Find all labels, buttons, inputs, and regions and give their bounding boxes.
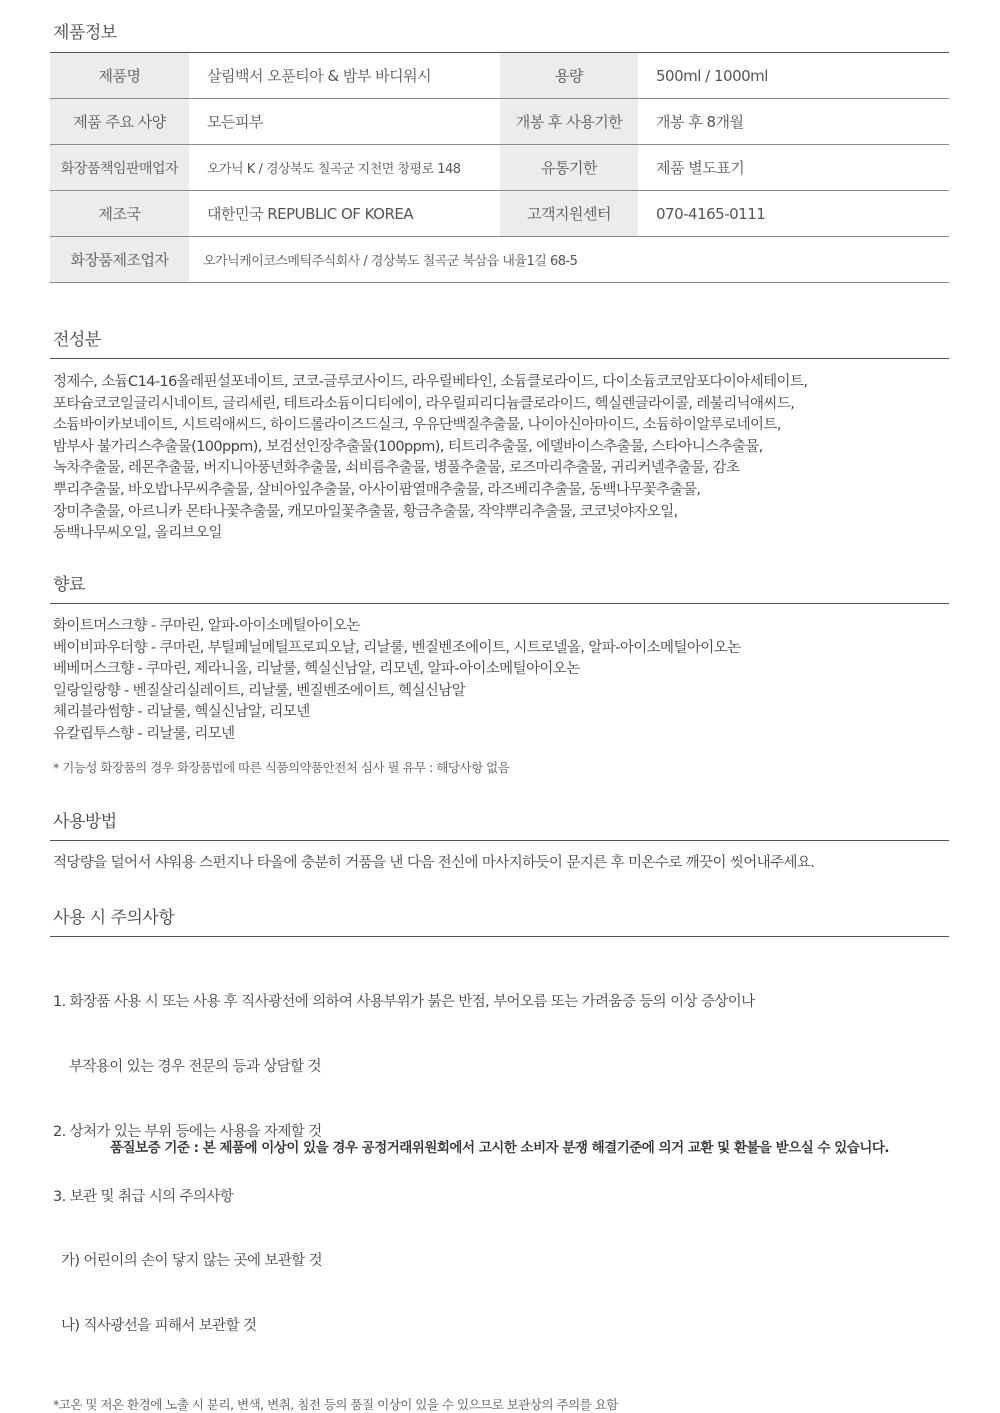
ingredients-line: 동백나무씨오일, 올리브오일 — [53, 525, 222, 542]
ingredients-line: 장미추출물, 아르니카 몬타나꽃추출물, 캐모마일꽃추출물, 황금추출물, 작약뿌리추출물, 코코넛야자오일, — [53, 503, 678, 520]
ingredients-line: 밤부사 불가리스추출물(100ppm), 보검선인장추출물(100ppm), 티트리추출물, 에델바이스추출물, 스타아니스추출물, — [53, 438, 763, 455]
spec-value: 070-4165-0111 — [638, 191, 949, 237]
ingredients-section — [50, 328, 949, 545]
usage-title: 사용방법 — [50, 810, 949, 841]
spec-value: 개봉 후 8개월 — [638, 99, 949, 145]
caution-line: 2. 상처가 있는 부위 등에는 사용을 자제할 것 — [53, 1123, 322, 1140]
spec-key: 용량 — [500, 53, 638, 99]
usage-section — [50, 810, 949, 875]
cautions-section — [50, 906, 949, 1413]
caution-line: 1. 화장품 사용 시 또는 사용 후 직사광선에 의하여 사용부위가 붉은 반점, 부어오름 또는 가려움증 등의 이상 증상이나 — [53, 994, 755, 1011]
caution-line: 가) 어린이의 손이 닿지 않는 곳에 보관할 것 — [53, 1253, 323, 1270]
fragrance-line: 베베머스크향 - 쿠마린, 제라니올, 리날룰, 헥실신남알, 리모넨, 알파-아이소메틸아이오논 — [53, 661, 580, 678]
fragrance-title: 향료 — [50, 573, 949, 604]
ingredients-title: 전성분 — [50, 328, 949, 359]
spec-key: 제품명 — [50, 53, 189, 99]
ingredients-line: 뿌리추출물, 바오밥나무씨추출물, 살비아잎추출물, 아사이팜열매추출물, 라즈베리추출물, 동백나무꽃추출물, — [53, 481, 701, 498]
table-row — [50, 237, 949, 283]
storage-note: *고온 및 저온 환경에 노출 시 분리, 변색, 변취, 침전 등의 품질 이상이 있을 수 있으므로 보관상의 주의를 요함 — [53, 1396, 618, 1412]
ingredients-line: 녹차추출물, 레몬추출물, 버지니아풍년화추출물, 쇠비름추출물, 병풀추출물, 로즈마리추출물, 귀리커넬추출물, 감초 — [53, 460, 740, 477]
fragrance-line: 일랑일랑향 - 벤질살리실레이트, 리날룰, 벤질벤조에이트, 헥실신남알 — [53, 682, 466, 699]
spec-key: 고객지원센터 — [500, 191, 638, 237]
caution-line: 3. 보관 및 취급 시의 주의사항 — [53, 1188, 234, 1205]
spec-key: 개봉 후 사용기한 — [500, 99, 638, 145]
spec-key: 화장품제조업자 — [50, 237, 189, 283]
spec-value: 오가닉 K / 경상북도 칠곡군 지천면 창평로 148 — [189, 145, 500, 191]
fragrance-line: 베이비파우더향 - 쿠마린, 부틸페닐메틸프로피오날, 리날룰, 벤질벤조에이트, 시트로넬올, 알파-아이소메틸아이오논 — [53, 639, 741, 656]
spec-key: 화장품책임판매업자 — [50, 145, 189, 191]
product-info-section — [50, 20, 949, 283]
usage-text: 적당량을 덜어서 샤워용 스펀지나 타올에 충분히 거품을 낸 다음 전신에 마사지하듯이 문지른 후 미온수로 깨끗이 씻어내주세요. — [53, 855, 815, 871]
ingredients-line: 정제수, 소듐C14-16올레핀설포네이트, 코코-글루코사이드, 라우릴베타인, 소듐클로라이드, 다이소듐코코암포다이아세테이트, — [53, 374, 808, 390]
ingredients-list — [50, 372, 949, 545]
spec-key: 제품 주요 사양 — [50, 99, 189, 145]
spec-value: 살림백서 오푼티아 & 밤부 바디워시 — [189, 53, 500, 99]
cautions-title: 사용 시 주의사항 — [50, 906, 949, 937]
caution-line: 부작용이 있는 경우 전문의 등과 상담할 것 — [53, 1058, 322, 1075]
fragrance-line: 화이트머스크향 - 쿠마린, 알파-아이소메틸아이오논 — [53, 618, 360, 634]
table-row — [50, 99, 949, 145]
spec-value: 제품 별도표기 — [638, 145, 949, 191]
caution-line: 나) 직사광선을 피해서 보관할 것 — [53, 1318, 257, 1335]
fragrance-line: 체리블라썸향 - 리날룰, 헥실신남알, 리모넨 — [53, 704, 310, 721]
quality-guarantee: 품질보증 기준 : 본 제품에 이상이 있을 경우 공정거래위원회에서 고시한 소비자 분쟁 해결기준에 의거 교환 및 환불을 받으실 수 있습니다. — [109, 1140, 890, 1156]
spec-value: 500ml / 1000ml — [638, 53, 949, 99]
spec-value: 오가닉케이코스메틱주식회사 / 경상북도 칠곡군 북삼읍 내율1길 68-5 — [189, 237, 949, 283]
fragrance-list — [50, 616, 949, 746]
table-row — [50, 191, 949, 237]
ingredients-line: 소듐바이카보네이트, 시트릭애씨드, 하이드롤라이즈드실크, 우유단백질추출물, 나이아신아마이드, 소듐하이알루로네이트, — [53, 417, 781, 434]
fragrance-note: * 기능성 화장품의 경우 화장품법에 따른 식품의약품안전처 심사 필 유무 : 해당사항 없음 — [53, 759, 510, 775]
fragrance-section — [50, 573, 949, 776]
table-row — [50, 53, 949, 99]
spec-value: 대한민국 REPUBLIC OF KOREA — [189, 191, 500, 237]
product-info-table — [50, 53, 949, 283]
fragrance-line: 유칼립투스향 - 리날룰, 리모넨 — [53, 725, 235, 742]
table-row — [50, 145, 949, 191]
spec-key: 제조국 — [50, 191, 189, 237]
product-info-title: 제품정보 — [50, 20, 949, 53]
spec-key: 유통기한 — [500, 145, 638, 191]
cautions-list — [50, 949, 949, 1381]
ingredients-line: 포타슘코코일글리시네이트, 글리세린, 테트라소듐이디티에이, 라우릴피리디늄클로라이드, 헥실렌글라이콜, 레불리닉애씨드, — [53, 395, 795, 412]
spec-value: 모든피부 — [189, 99, 500, 145]
